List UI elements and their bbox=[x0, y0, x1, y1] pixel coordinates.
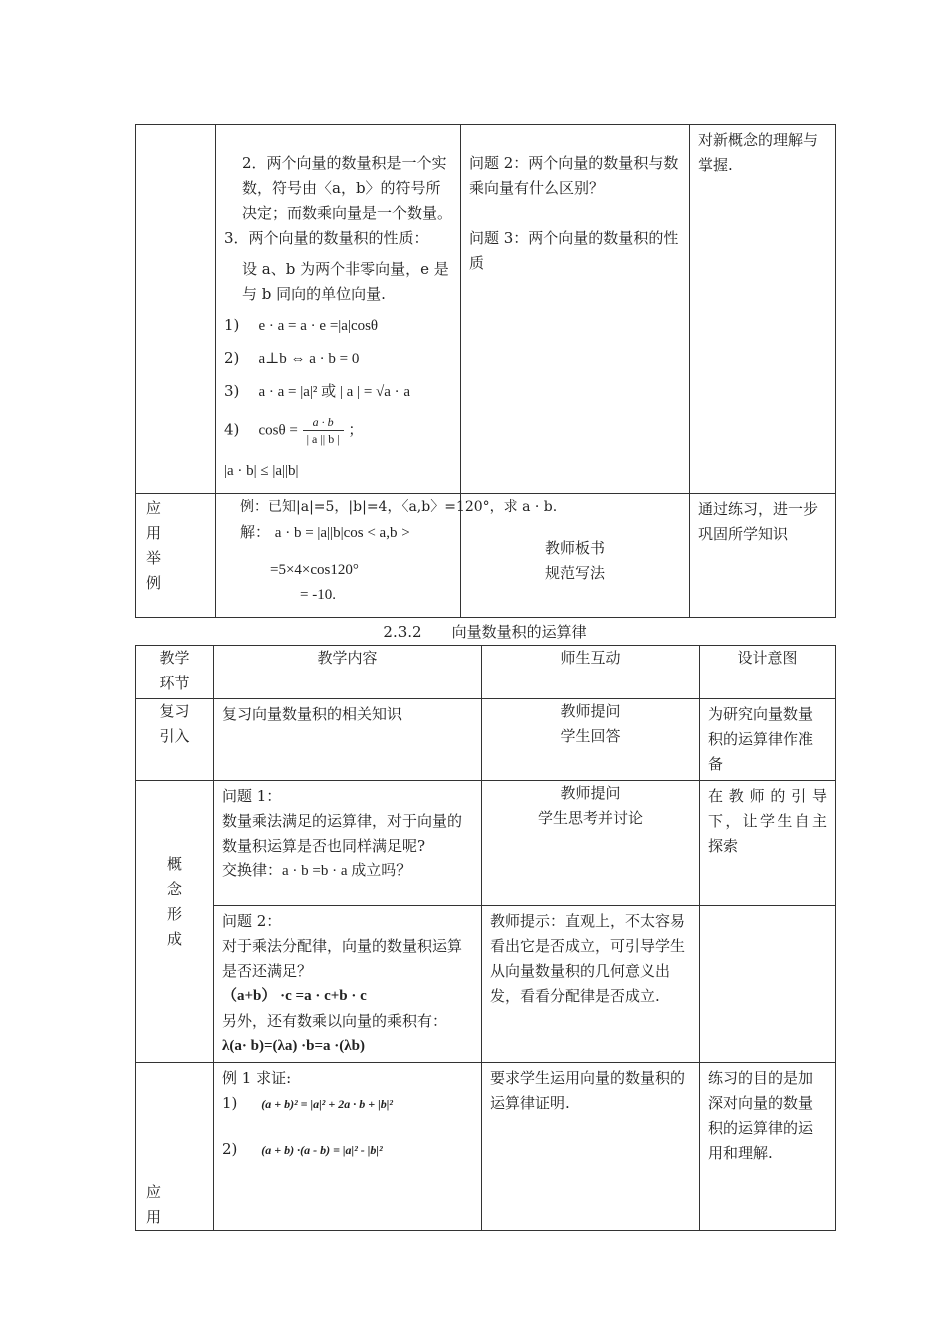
lesson-table-operation-laws bbox=[135, 645, 836, 1231]
proof-item-1: 1) (a + b)² = |a|² + 2a · b + |b|² bbox=[222, 1094, 393, 1112]
intent-cell-understanding: 对新概念的理解与掌握. bbox=[690, 125, 836, 494]
cauchy-inequality: |a · b| ≤ |a||b| bbox=[224, 463, 299, 479]
paragraph-properties-title: 3．两个向量的数量积的性质： bbox=[224, 229, 429, 247]
table-row-application bbox=[136, 1063, 836, 1231]
intent-review: 为研究向量数量积的运算律作准备 bbox=[700, 699, 836, 781]
property-item-4: 4) cosθ = $\frac{a \cdot b}{| a || b |}$ ； bbox=[224, 415, 364, 446]
header-intent: 设计意图 bbox=[700, 646, 836, 699]
header-interaction: 师生互动 bbox=[482, 646, 700, 699]
distributive-law: （a+b） ·c =a · c+b · c bbox=[222, 988, 367, 1004]
intent-cell-practice: 通过练习，进一步巩固所学知识 bbox=[690, 494, 836, 618]
property-item-1: 1) e · a = a · e =|a|cosθ bbox=[224, 316, 379, 334]
cos-fraction: $\frac{a \cdot b}{| a || b |}$ bbox=[303, 414, 344, 447]
property-item-2: 2) a⊥b ⇔ a · b = 0 bbox=[224, 349, 360, 367]
paragraph-unit-vector: 设 a、b 为两个非零向量，e 是与 b 同向的单位向量. bbox=[242, 260, 449, 303]
stage-concept: 概 念 形 成 bbox=[136, 781, 214, 1063]
example-statement: 例：已知|a|=5，|b|=4，〈a,b〉=120°，求 a · b. bbox=[240, 499, 558, 515]
question-3: 问题 3：两个向量的数量积的性质 bbox=[469, 229, 679, 272]
solution-step-2: = -10. bbox=[300, 587, 336, 603]
content-example-1: 例 1 求证: 1) (a + b)² = |a|² + 2a · b + |b|² 2) (a + b) ·(a - b) = |a|² - |b|² bbox=[214, 1063, 482, 1231]
question-2: 问题 2：两个向量的数量积与数乘向量有什么区别？ bbox=[469, 154, 679, 197]
scalar-law: λ(a· b)=(λa) ·b=a ·(λb) bbox=[222, 1038, 365, 1054]
intent-question-2-empty bbox=[700, 906, 836, 1063]
interaction-review: 教师提问 学生回答 bbox=[482, 699, 700, 781]
table-row-example bbox=[136, 494, 836, 618]
property-item-3: 3) a · a = |a|² 或 | a | = √a · a bbox=[224, 382, 411, 400]
interaction-example-1: 要求学生运用向量的数量积的运算律证明. bbox=[482, 1063, 700, 1231]
proof-item-2: 2) (a + b) ·(a - b) = |a|² - |b|² bbox=[222, 1140, 383, 1158]
stage-application: 应 用 bbox=[136, 1063, 214, 1231]
paragraph-number-vs-vector: 2．两个向量的数量积是一个实数，符号由〈a，b〉的符号所决定；而数乘向量是一个数量。 bbox=[242, 154, 453, 222]
content-cell-properties bbox=[216, 125, 461, 494]
content-review: 复习向量数量积的相关知识 bbox=[214, 699, 482, 781]
interaction-cell-board: 教师板书 规范写法 bbox=[461, 494, 690, 618]
intent-question-1: 在教师的引导下，让学生自主探索 bbox=[700, 781, 836, 906]
interaction-cell-questions bbox=[461, 125, 690, 494]
solution-line: 解： a · b = |a||b|cos < a,b > bbox=[240, 523, 410, 541]
stage-cell-empty bbox=[136, 125, 216, 494]
interaction-question-1: 教师提问 学生思考并讨论 bbox=[482, 781, 700, 906]
commutative-law: 交换律：a · b =b · a 成立吗？ bbox=[222, 863, 412, 879]
table-row-properties bbox=[136, 125, 836, 494]
stage-cell-application: 应 用 举 例 bbox=[136, 494, 216, 618]
interaction-question-2: 教师提示：直观上，不太容易看出它是否成立，可引导学生从向量数量积的几何意义出发，看看分配律是否成立. bbox=[482, 906, 700, 1063]
lesson-table-part1 bbox=[135, 124, 836, 618]
content-question-1: 问题 1： 数量乘法满足的运算律，对于向量的数量积运算是否也同样满足呢? 交换律：a · b =b · a 成立吗？ bbox=[214, 781, 482, 906]
content-question-2: 问题 2： 对于乘法分配律，向量的数量积运算是否还满足？ （a+b） ·c =a · c+b · c 另外，还有数乘以向量的乘积有： λ(a· b)=(λa) ·b=a ·(λb) bbox=[214, 906, 482, 1063]
table-row-review bbox=[136, 699, 836, 781]
solution-step-1: =5×4×cos120° bbox=[270, 562, 359, 578]
stage-review: 复习 引入 bbox=[136, 699, 214, 781]
table-row-concept-q1 bbox=[136, 781, 836, 906]
header-stage: 教学 环节 bbox=[136, 646, 214, 699]
content-cell-example bbox=[216, 494, 558, 618]
table-row-concept-q2 bbox=[136, 906, 836, 1063]
header-content: 教学内容 bbox=[214, 646, 482, 699]
table-header-row bbox=[136, 646, 836, 699]
intent-example-1: 练习的目的是加深对向量的数量积的运算律的运用和理解. bbox=[700, 1063, 836, 1231]
section-caption: 2.3.2 向量数量积的运算律 bbox=[383, 623, 587, 641]
